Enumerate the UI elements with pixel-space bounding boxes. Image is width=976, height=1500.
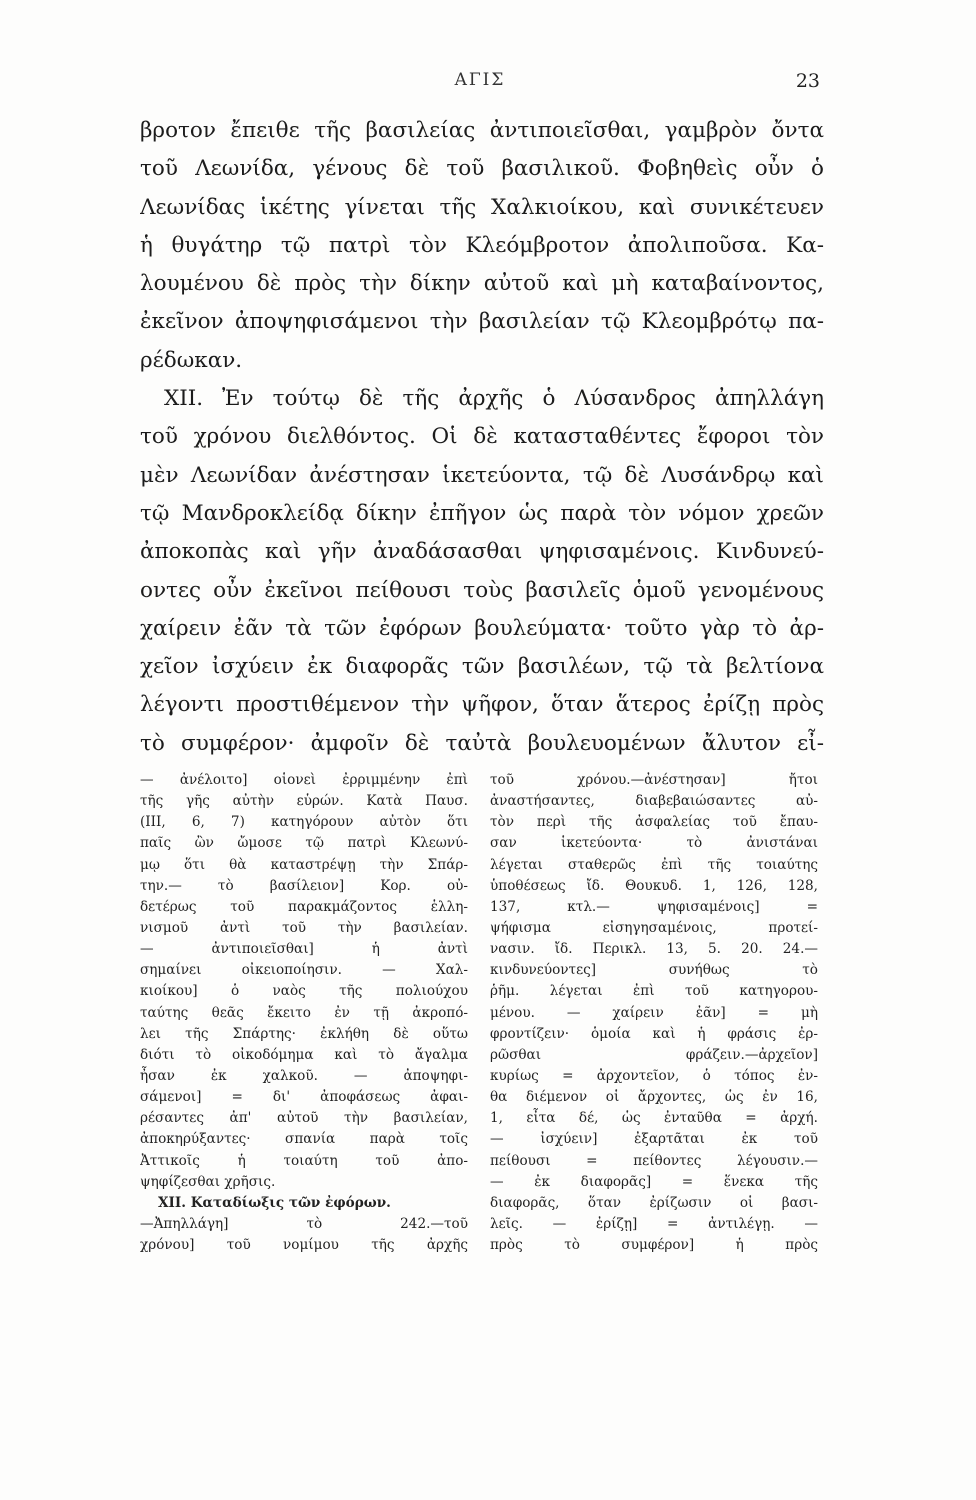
- note-line: κινδυνεύοντες] συνήθως τὸ: [490, 962, 818, 979]
- note-line: χρόνου] τοῦ νομίμου τῆς ἀρχῆς: [140, 1237, 468, 1254]
- note-line: —Ἀπηλλάγη] τὸ 242.—τοῦ: [140, 1215, 468, 1232]
- main-text-line: τὸ συμφέρον· ἀμφοῖν δὲ ταὐτὰ βουλευομένων ἄλυτον εἶ-: [140, 730, 824, 756]
- note-line: κυρίως = ἀρχοντεῖον, ὁ τόπος ἐν-: [490, 1067, 818, 1084]
- note-line: ἦσαν ἐκ χαλκοῦ. — ἀποψηφι-: [140, 1067, 468, 1084]
- main-text-line: λουμένου δὲ πρὸς τὴν δίκην αὐτοῦ καὶ μὴ καταβαίνοντος,: [140, 271, 824, 297]
- main-text-line: ἐκεῖνον ἀποψηφισάμενοι τὴν βασιλείαν τῷ Κλεομβρότῳ πα-: [140, 309, 824, 335]
- main-text-line: τοῦ Λεωνίδα, γένους δὲ τοῦ βασιλικοῦ. Φοβηθεὶς οὖν ὁ: [140, 156, 824, 182]
- note-line: — ἐκ διαφορᾶς] = ἕνεκα τῆς: [490, 1173, 818, 1190]
- note-line: δετέρως τοῦ παρακμάζοντος ἑλλη-: [140, 898, 468, 915]
- main-text-line: λέγοντι προστιθέμενον τὴν ψῆφον, ὅταν ἅτερος ἐρίζῃ πρὸς: [140, 692, 824, 718]
- note-line: κιοίκου] ὁ ναὸς τῆς πολιούχου: [140, 983, 468, 1000]
- main-text-line: ἀποκοπὰς καὶ γῆν ἀναδάσασθαι ψηφισαμένοις. Κινδυνεύ-: [140, 539, 824, 565]
- running-title: ΑΓΙΣ: [454, 70, 506, 90]
- note-line: ψηφίζεσθαι χρῆσις.: [140, 1173, 276, 1190]
- main-text-line: ρέδωκαν.: [140, 347, 243, 373]
- note-line: (III, 6, 7) κατηγόρουν αὐτὸν ὅτι: [140, 814, 468, 831]
- main-text-line: χεῖον ἰσχύειν ἐκ διαφορᾶς τῶν βασιλέων, τῷ τὰ βελτίονα: [140, 654, 824, 680]
- main-text-line: βροτον ἔπειθε τῆς βασιλείας ἀντιποιεῖσθαι, γαμβρὸν ὄντα: [140, 118, 824, 143]
- main-text-line: χαίρειν ἐᾶν τὰ τῶν ἐφόρων βουλεύματα· τοῦτο γὰρ τὸ ἀρ-: [140, 615, 824, 641]
- note-line: τὸν περὶ τῆς ἀσφαλείας τοῦ ἔπαυ-: [490, 814, 818, 831]
- note-line: — ἰσχύειν] ἐξαρτᾶται ἐκ τοῦ: [490, 1131, 818, 1148]
- note-line: ῥῆμ. λέγεται ἐπὶ τοῦ κατηγορου-: [490, 983, 818, 1000]
- notes-left-column: [140, 770, 468, 1256]
- note-line: μῳ ὅτι θὰ καταστρέψῃ τὴν Σπάρ-: [140, 856, 468, 873]
- note-line: ρῶσθαι φράζειν.—ἀρχεῖον]: [490, 1046, 818, 1063]
- note-line: — ἀντιποιεῖσθαι] ἡ ἀντὶ: [140, 941, 468, 958]
- note-section-heading: XII. Καταδίωξις τῶν ἐφόρων.: [158, 1194, 391, 1211]
- note-line: ψήφισμα εἰσηγησαμένοις, προτεί-: [490, 919, 818, 936]
- note-line: 137, κτλ.— ψηφισαμένοις] =: [490, 898, 818, 915]
- note-line: 1, εἶτα δέ, ὡς ἐνταῦθα = ἀρχή.: [490, 1110, 818, 1127]
- note-line: ἀποκηρύξαντες· σπανία παρὰ τοῖς: [140, 1131, 468, 1148]
- note-line: ρέσαντες ἀπ' αὐτοῦ τὴν βασιλείαν,: [140, 1110, 468, 1127]
- note-line: νισμοῦ ἀντὶ τοῦ τὴν βασιλείαν.: [140, 919, 468, 936]
- note-line: ἀναστήσαντες, διαβεβαιώσαντες αὐ-: [490, 793, 818, 810]
- note-line: τῆς γῆς αὐτὴν εὑρών. Κατὰ Παυσ.: [140, 793, 468, 810]
- note-line: τοῦ χρόνου.—ἀνέστησαν] ἤτοι: [490, 772, 818, 788]
- note-line: λει τῆς Σπάρτης· ἐκλήθη δὲ οὕτω: [140, 1025, 468, 1042]
- note-line: θα διέμενον οἱ ἄρχοντες, ὡς ἐν 16,: [490, 1089, 818, 1106]
- main-text-line: Λεωνίδας ἱκέτης γίνεται τῆς Χαλκιοίκου, καὶ συνικέτευεν: [140, 194, 824, 220]
- note-line: φροντίζειν· ὁμοία καὶ ἡ φράσις ἐρ-: [490, 1025, 818, 1042]
- note-line: πρὸς τὸ συμφέρον] ἡ πρὸς: [490, 1237, 818, 1254]
- note-line: ὑποθέσεως ἴδ. Θουκυδ. 1, 126, 128,: [490, 877, 818, 894]
- page-number: 23: [795, 70, 820, 92]
- note-line: μένου. — χαίρειν ἐᾶν] = μὴ: [490, 1004, 818, 1021]
- commentary-notes: [140, 770, 824, 1370]
- note-line: σάμενοι] = δι' ἀποφάσεως ἀφαι-: [140, 1089, 468, 1106]
- main-text-line: ἡ θυγάτηρ τῷ πατρὶ τὸν Κλεόμβροτον ἀπολιποῦσα. Κα-: [140, 232, 824, 258]
- main-text-block: [140, 112, 824, 763]
- note-line: ταύτης θεᾶς ἔκειτο ἐν τῇ ἀκροπό-: [140, 1004, 468, 1021]
- note-line: πείθουσι = πείθοντες λέγουσιν.—: [490, 1152, 818, 1169]
- main-text-line: μὲν Λεωνίδαν ἀνέστησαν ἱκετεύοντα, τῷ δὲ Λυσάνδρῳ καὶ: [140, 462, 824, 488]
- note-line: σημαίνει οἰκειοποίησιν. — Χαλ-: [140, 962, 468, 979]
- main-text-line: τῷ Μανδροκλείδᾳ δίκην ἐπῆγον ὡς παρὰ τὸν νόμον χρεῶν: [140, 500, 824, 526]
- note-line: διαφορᾶς, ὅταν ἐρίζωσιν οἱ βασι-: [490, 1194, 818, 1211]
- note-line: νασιν. ἴδ. Περικλ. 13, 5. 20. 24.—: [490, 941, 818, 958]
- main-text-line: τοῦ χρόνου διελθόντος. Οἱ δὲ κατασταθέντες ἔφοροι τὸν: [140, 424, 824, 450]
- note-line: — ἀνέλοιτο] οἱονεὶ ἐρριμμένην ἐπὶ: [140, 772, 468, 788]
- note-line: λεῖς. — ἐρίζῃ] = ἀντιλέγῃ. —: [490, 1215, 818, 1232]
- note-line: την.— τὸ βασίλειον] Κορ. οὐ-: [140, 877, 468, 894]
- note-line: σαν ἱκετεύοντα· τὸ ἀνιστάναι: [490, 835, 818, 852]
- note-line: διότι τὸ οἰκοδόμημα καὶ τὸ ἄγαλμα: [140, 1046, 468, 1063]
- running-head: [140, 70, 820, 94]
- section-xii-start: XII. Ἐν τούτῳ δὲ τῆς ἀρχῆς ὁ Λύσανδρος ἀπηλλάγη: [164, 386, 824, 412]
- note-line: Ἀττικοῖς ἡ τοιαύτη τοῦ ἀπο-: [140, 1152, 468, 1169]
- note-line: λέγεται σταθερῶς ἐπὶ τῆς τοιαύτης: [490, 856, 818, 873]
- notes-right-column: [490, 770, 818, 1256]
- main-text-line: οντες οὖν ἐκεῖνοι πείθουσι τοὺς βασιλεῖς ὁμοῦ γενομένους: [140, 577, 824, 603]
- note-line: παῖς ὢν ὤμοσε τῷ πατρὶ Κλεωνύ-: [140, 835, 468, 852]
